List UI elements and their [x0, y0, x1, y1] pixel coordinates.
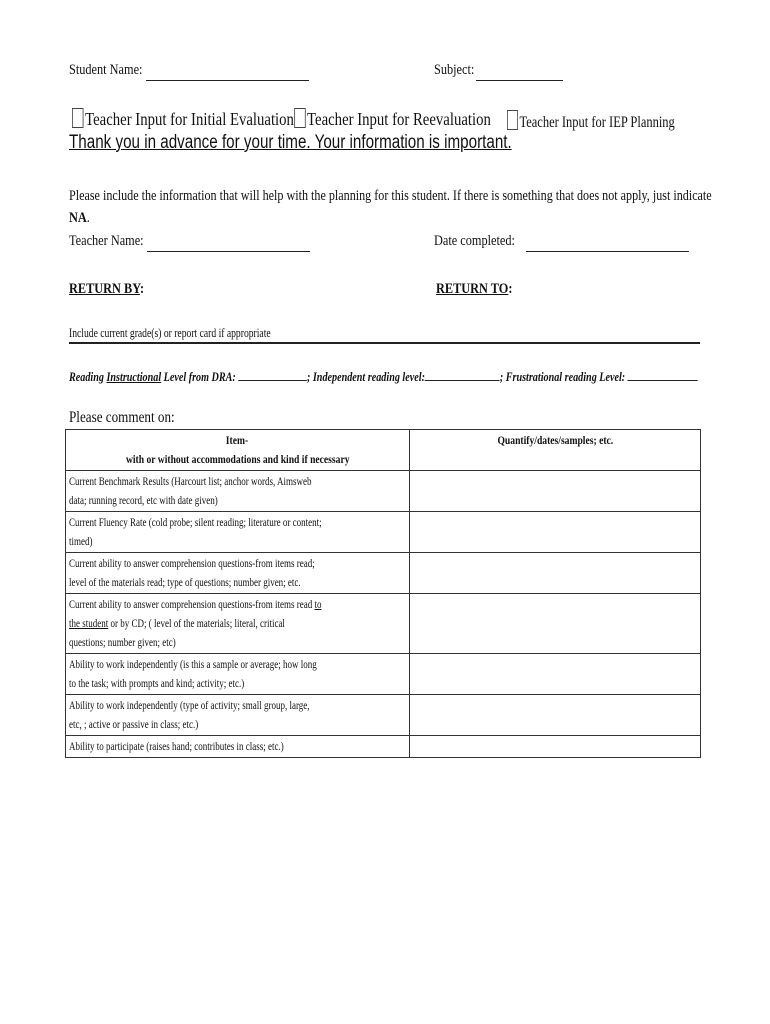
return-to-row	[436, 281, 529, 298]
table-header-row	[66, 430, 701, 471]
iep-option	[507, 110, 722, 132]
reading-prefix: Reading	[69, 369, 107, 384]
item-text-line: etc, ; active or passive in class; etc.)	[69, 717, 199, 731]
na-row	[69, 210, 94, 227]
table-row	[66, 553, 701, 594]
return-by-label: RETURN BY	[69, 281, 140, 297]
item-text-line: Current ability to answer comprehension questions-from items read;	[69, 556, 315, 570]
grades-rule	[69, 342, 700, 344]
response-cell[interactable]	[409, 654, 700, 695]
table-row	[66, 512, 701, 553]
item-text-line: Ability to participate (raises hand; contributes in class; etc.)	[69, 739, 284, 753]
reevaluation-checkbox[interactable]	[294, 108, 305, 128]
table-row	[66, 471, 701, 512]
return-to-label: RETURN TO	[436, 281, 509, 297]
subject-label: Subject:	[434, 62, 475, 78]
return-to-colon: :	[508, 281, 513, 297]
item-text-line: Current Benchmark Results (Harcourt list; anchor words, Aimsweb	[69, 474, 312, 488]
frustrational-level-field[interactable]	[628, 366, 698, 381]
na-text: NA	[69, 210, 87, 226]
reading-independent-label: ; Independent reading level:	[306, 369, 425, 384]
comment-table	[65, 429, 701, 758]
reevaluation-label: Teacher Input for Reevaluation	[307, 109, 491, 129]
response-cell[interactable]	[409, 553, 700, 594]
teacher-name-field[interactable]	[147, 237, 310, 252]
grades-note-row	[69, 325, 342, 341]
item-cell	[66, 654, 410, 695]
dra-level-field[interactable]	[238, 366, 307, 381]
item-header-line1: Item-	[226, 433, 249, 447]
return-by-row	[69, 281, 161, 298]
quantify-header: Quantify/dates/samples; etc.	[497, 433, 613, 447]
comment-label-row	[69, 409, 198, 427]
item-text-line: to the task; with prompts and kind; activity; etc.)	[69, 676, 245, 690]
response-cell[interactable]	[409, 594, 700, 654]
reading-dra-label: Level from DRA:	[161, 369, 239, 384]
table-row	[66, 736, 701, 758]
return-by-colon: :	[139, 281, 145, 297]
item-text-underlined: to	[314, 597, 322, 611]
item-text-line: or by CD; ( level of the materials; literal, critical	[108, 616, 285, 630]
item-cell	[66, 736, 410, 758]
grades-note: Include current grade(s) or report card if appropriate	[69, 325, 271, 340]
item-text-line: Ability to work independently (type of activity; small group, large,	[69, 698, 310, 712]
item-cell	[66, 695, 410, 736]
response-cell[interactable]	[409, 736, 700, 758]
table-row	[66, 654, 701, 695]
quantify-header-cell	[409, 430, 700, 471]
reading-instructional: Instructional	[106, 369, 162, 384]
iep-planning-label: Teacher Input for IEP Planning	[519, 114, 675, 131]
initial-evaluation-label: Teacher Input for Initial Evaluation	[85, 109, 294, 129]
item-text-line: Ability to work independently (is this a sample or average; how long	[69, 657, 317, 671]
reading-levels-row	[69, 366, 770, 385]
teacher-name-label: Teacher Name:	[69, 233, 144, 249]
thanks-row	[69, 132, 622, 154]
table-row	[66, 594, 701, 654]
comment-label: Please comment on:	[69, 409, 175, 426]
independent-level-field[interactable]	[425, 366, 500, 381]
item-cell	[66, 553, 410, 594]
item-text-line: data; running record, etc with date given)	[69, 493, 218, 507]
iep-planning-checkbox[interactable]	[507, 110, 518, 130]
item-cell	[66, 594, 410, 654]
item-cell	[66, 471, 410, 512]
student-name-label: Student Name:	[69, 62, 143, 78]
date-completed-field[interactable]	[526, 237, 689, 252]
date-completed-label: Date completed:	[434, 233, 515, 249]
item-text-line: questions; number given; etc)	[69, 635, 176, 649]
response-cell[interactable]	[409, 471, 700, 512]
reading-frustrational-label: ; Frustrational reading Level:	[499, 369, 628, 384]
subject-field[interactable]	[476, 66, 563, 81]
response-cell[interactable]	[409, 695, 700, 736]
student-name-field[interactable]	[146, 66, 309, 81]
date-completed-row	[434, 233, 533, 250]
instructions-text: Please include the information that will help with the planning for this student. If there is something that does not apply, just indicate	[69, 188, 712, 204]
item-cell	[66, 512, 410, 553]
item-text-line: timed)	[69, 534, 93, 548]
thanks-message: Thank you in advance for your time. Your information is important.	[69, 132, 512, 153]
item-text-line: level of the materials read; type of questions; number given; etc.	[69, 575, 301, 589]
instructions-row	[69, 188, 770, 205]
item-text-line: Current Fluency Rate (cold probe; silent reading; literature or content;	[69, 515, 322, 529]
table-row	[66, 695, 701, 736]
na-period: .	[86, 210, 90, 226]
item-text-underlined: the student	[69, 616, 109, 630]
item-header-cell	[66, 430, 410, 471]
item-header-line2: with or without accommodations and kind if necessary	[125, 452, 350, 466]
item-text-line: Current ability to answer comprehension questions-from items read	[69, 597, 315, 611]
response-cell[interactable]	[409, 512, 700, 553]
initial-evaluation-checkbox[interactable]	[72, 108, 83, 128]
